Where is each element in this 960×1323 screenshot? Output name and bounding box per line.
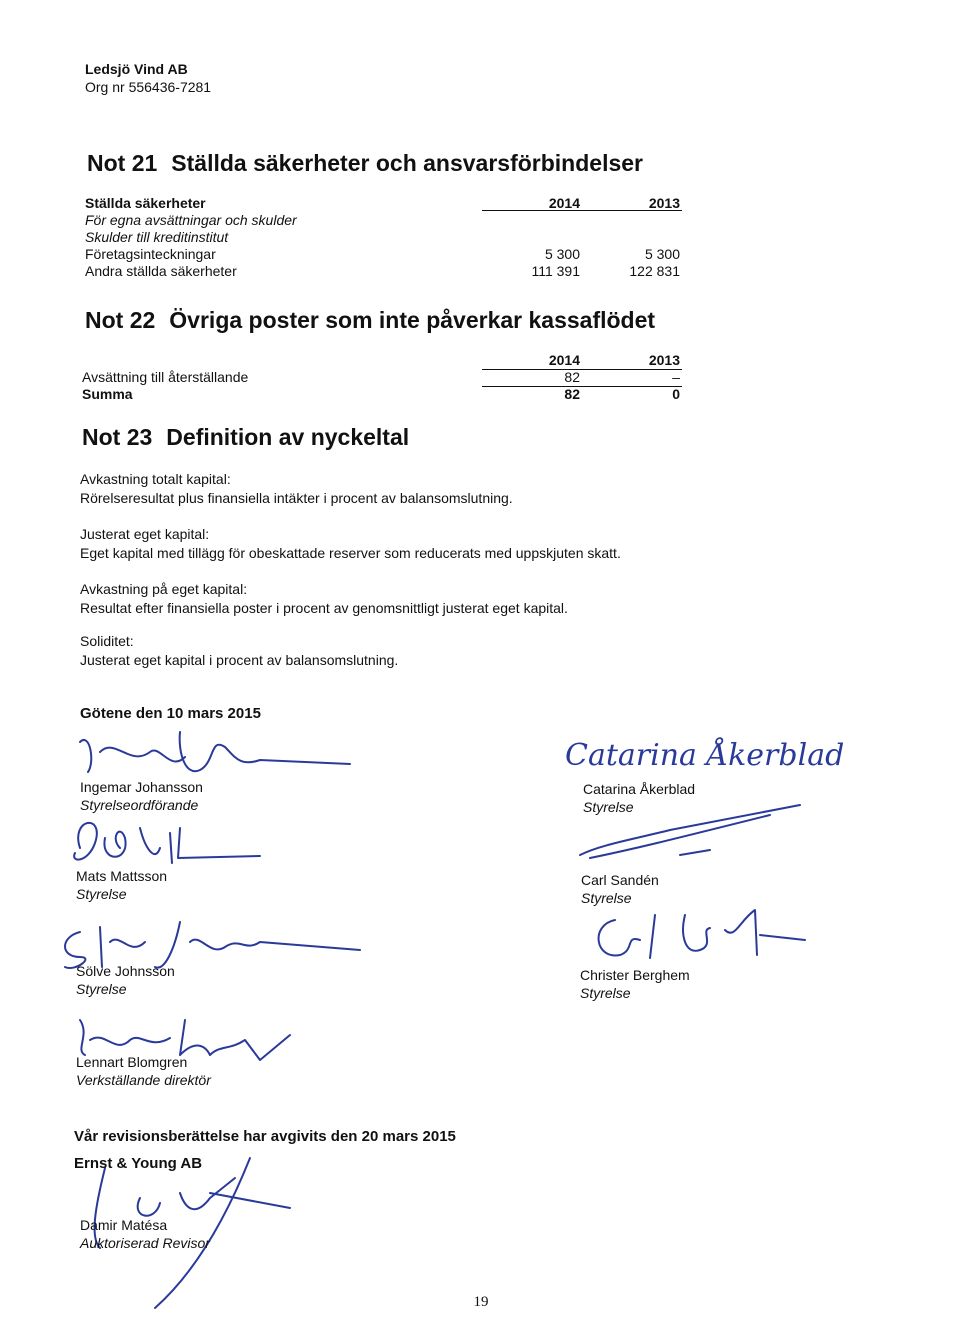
signer-name: Lennart Blomgren: [76, 1054, 188, 1070]
signer-name: Christer Berghem: [580, 967, 690, 983]
signer-role: Styrelse: [580, 985, 631, 1001]
audit-firm: Ernst & Young AB: [74, 1155, 203, 1172]
table-subheading: För egna avsättningar och skulder: [85, 212, 297, 228]
signer-role: Styrelse: [76, 981, 127, 997]
definition-term: Avkastning på eget kapital:: [80, 581, 248, 597]
table-row: Avsättning till återställande 82 –: [82, 369, 680, 385]
signer-name: Catarina Åkerblad: [583, 781, 696, 797]
definition-text: Resultat efter finansiella poster i procent av genomsnittligt justerat eget kapital.: [80, 600, 568, 616]
definition-block: [80, 632, 398, 670]
company-header: [85, 60, 211, 96]
definition-term: Avkastning totalt kapital:: [80, 471, 231, 487]
signer-block: [580, 966, 690, 1002]
header-underline: [482, 210, 682, 211]
signer-role: Styrelse: [581, 890, 632, 906]
table-row-sum: Summa 82 0: [82, 386, 680, 402]
col-2014: 2014: [548, 352, 580, 368]
note22-table: [82, 352, 682, 403]
signer-name: Sölve Johnsson: [76, 963, 175, 979]
note23-number: Not 23: [82, 424, 153, 450]
definition-text: Justerat eget kapital i procent av balansomslutning.: [80, 652, 399, 668]
table-subsubheading: Skulder till kreditinstitut: [85, 229, 229, 245]
definition-block: [80, 580, 568, 618]
signer-block: [76, 962, 175, 998]
definition-term: Justerat eget kapital:: [80, 526, 210, 542]
col-2013: 2013: [648, 195, 680, 211]
note23-title: [82, 424, 409, 451]
signer-role: Verkställande direktör: [76, 1072, 211, 1088]
definition-block: [80, 525, 621, 563]
note21-title: [87, 150, 643, 177]
signer-block: [581, 871, 659, 907]
auditor-role: Auktoriserad Revisor: [80, 1235, 210, 1251]
table-row: Andra ställda säkerheter 111 391 122 831: [85, 263, 680, 279]
company-name: Ledsjö Vind AB: [85, 61, 188, 77]
signature-christer: [585, 900, 815, 970]
signer-block: [80, 778, 203, 814]
col-2013: 2013: [648, 352, 680, 368]
note21-heading: Ställda säkerheter och ansvarsförbindelser: [171, 150, 643, 176]
note22-title: [85, 307, 655, 334]
org-number: Org nr 556436-7281: [85, 79, 212, 95]
note23-heading: Definition av nyckeltal: [166, 424, 410, 450]
signer-block: [583, 780, 695, 816]
table-row: Företagsinteckningar 5 300 5 300: [85, 246, 680, 262]
signer-name: Mats Mattsson: [76, 868, 168, 884]
note21-number: Not 21: [87, 150, 158, 176]
table-header-row: [82, 352, 682, 369]
signature-catarina: [560, 720, 860, 780]
signer-role: Styrelse: [76, 886, 127, 902]
definition-text: Eget kapital med tillägg för obeskattade reserver som reducerats med uppskjuten skatt.: [80, 545, 621, 561]
note22-number: Not 22: [85, 307, 156, 333]
signer-role: Styrelse: [583, 799, 634, 815]
audit-statement: Vår revisionsberättelse har avgivits den 20 mars 2015: [74, 1128, 456, 1145]
table-heading: Ställda säkerheter: [85, 195, 206, 211]
handwritten-name: Catarina Åkerblad: [565, 738, 845, 773]
signer-block: [76, 867, 167, 903]
page-number: 19: [473, 1294, 489, 1310]
definition-term: Soliditet:: [80, 633, 134, 649]
auditor-block: [80, 1216, 210, 1252]
signer-role: Styrelseordförande: [80, 797, 199, 813]
signer-block: [76, 1053, 211, 1089]
definition-text: Rörelseresultat plus finansiella intäkter i procent av balansomslutning.: [80, 490, 513, 506]
col-2014: 2014: [548, 195, 580, 211]
place-date: Götene den 10 mars 2015: [80, 705, 261, 722]
auditor-name: Damir Matésa: [80, 1217, 168, 1233]
signer-name: Carl Sandén: [581, 872, 659, 888]
definition-block: [80, 470, 513, 508]
signer-name: Ingemar Johansson: [80, 779, 203, 795]
note22-heading: Övriga poster som inte påverkar kassaflödet: [169, 307, 656, 333]
note21-table: [85, 195, 685, 280]
